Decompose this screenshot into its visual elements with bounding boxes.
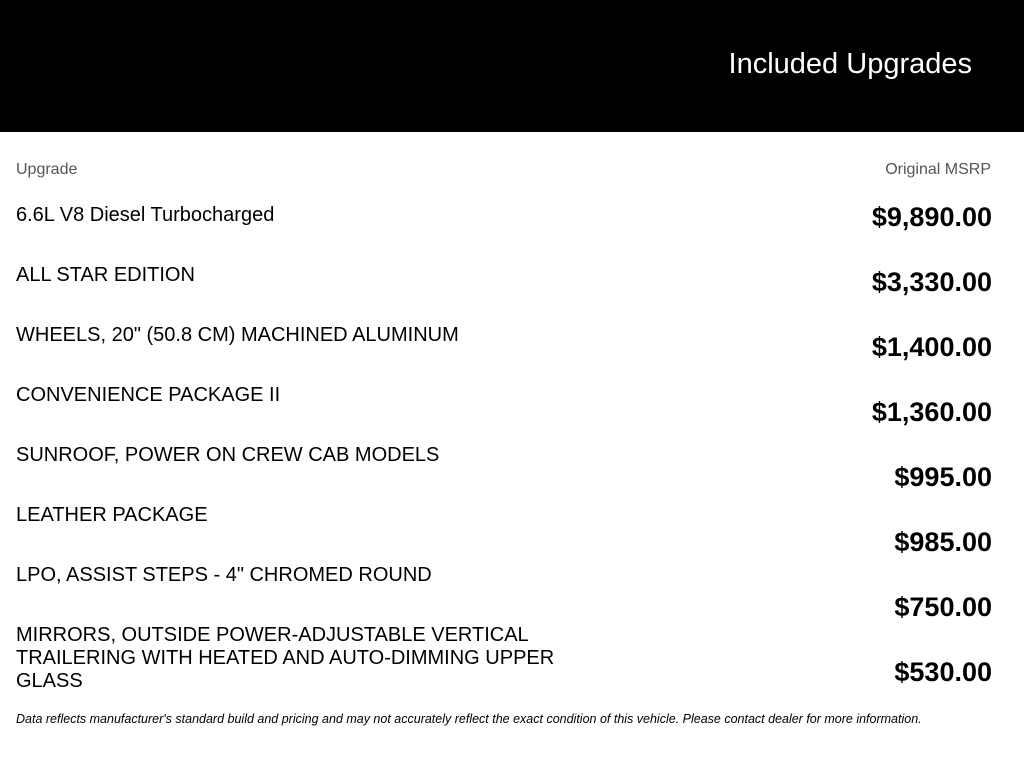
upgrade-price: $750.00 <box>894 592 992 622</box>
upgrade-price: $1,360.00 <box>871 397 992 427</box>
upgrade-name: CONVENIENCE PACKAGE II <box>16 384 281 406</box>
upgrade-name: WHEELS, 20" (50.8 CM) MACHINED ALUMINUM <box>16 324 459 346</box>
column-header-upgrade: Upgrade <box>16 161 78 178</box>
upgrade-name: 6.6L V8 Diesel Turbocharged <box>16 204 275 226</box>
upgrade-name: ALL STAR EDITION <box>16 264 195 286</box>
upgrade-price: $530.00 <box>894 657 992 687</box>
column-header-msrp: Original MSRP <box>885 161 991 178</box>
upgrade-name: SUNROOF, POWER ON CREW CAB MODELS <box>16 444 440 466</box>
upgrade-price: $9,890.00 <box>871 202 992 232</box>
upgrade-price: $1,400.00 <box>871 332 992 362</box>
page-title: Included Upgrades <box>728 48 972 80</box>
upgrade-name: LPO, ASSIST STEPS - 4" CHROMED ROUND <box>16 564 432 586</box>
upgrade-name: LEATHER PACKAGE <box>16 504 208 526</box>
header-bar <box>0 0 1024 132</box>
upgrade-price: $995.00 <box>894 462 992 492</box>
disclaimer: Data reflects manufacturer's standard build and pricing and may not accurately reflect the exact condition of this vehicle. Please contact dealer for more information. <box>16 712 922 726</box>
upgrade-price: $985.00 <box>894 527 992 557</box>
upgrade-price: $3,330.00 <box>871 267 992 297</box>
upgrade-name: MIRRORS, OUTSIDE POWER-ADJUSTABLE VERTICAL TRAILERING WITH HEATED AND AUTO-DIMMING UPPER GLASS <box>16 624 555 692</box>
